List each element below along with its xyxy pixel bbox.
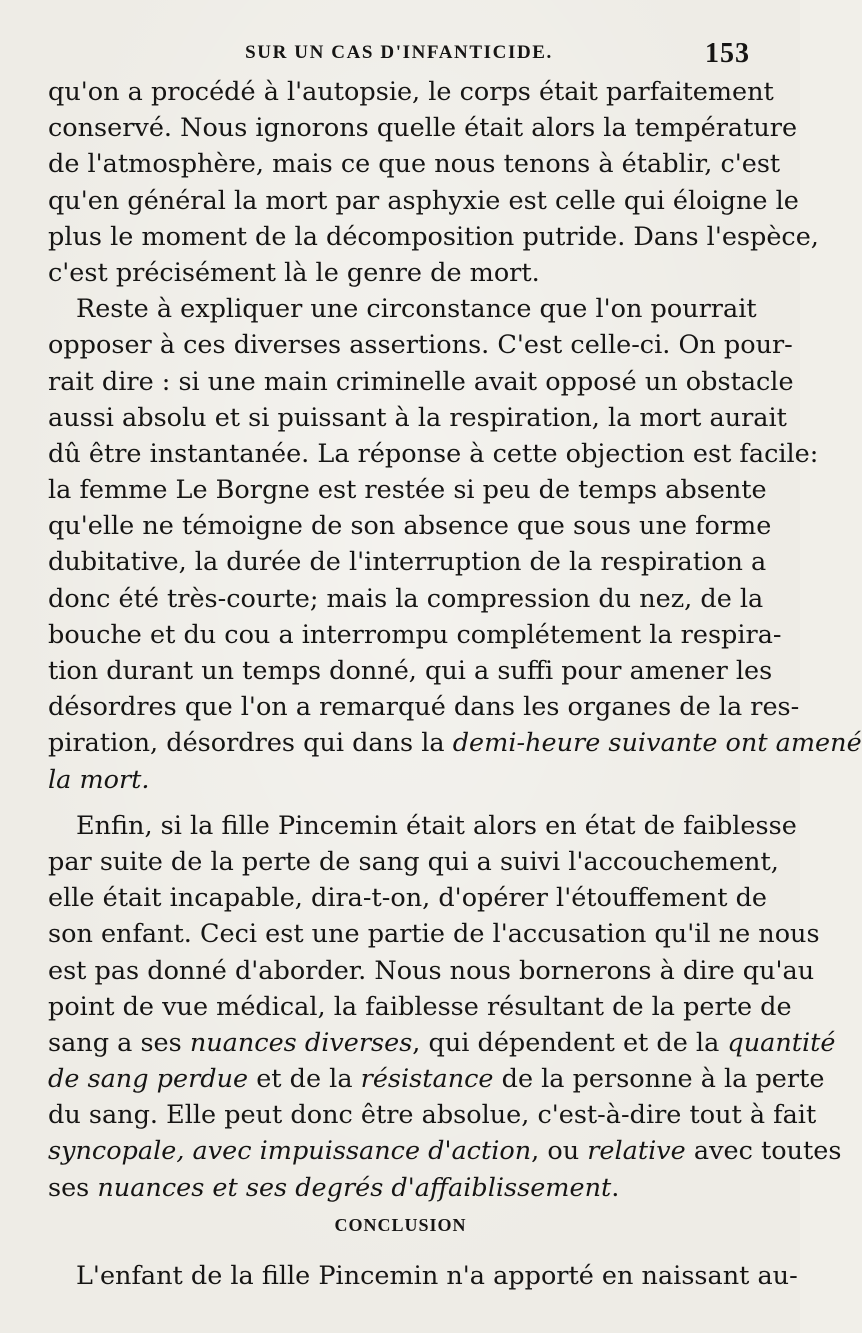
text-line: Enfin, si la fille Pincemin était alors en état de faiblesse bbox=[76, 810, 797, 841]
text-italic: demi-heure suivante ont amené bbox=[452, 728, 862, 759]
text-roman: . bbox=[611, 1172, 620, 1203]
text-line: conservé. Nous ignorons quelle était alors la température bbox=[48, 113, 798, 144]
text-line: plus le moment de la décomposition putride. Dans l'espèce, bbox=[48, 221, 819, 252]
text-roman: piration, désordres qui dans la bbox=[48, 728, 453, 759]
text-roman: de la personne à la perte bbox=[493, 1064, 825, 1095]
text-line: Reste à expliquer une circonstance que l'on pourrait bbox=[76, 294, 757, 325]
text-italic: syncopale, avec impuissance d'action bbox=[48, 1136, 532, 1167]
text-line: est pas donné d'aborder. Nous nous bornerons à dire qu'au bbox=[48, 955, 815, 986]
text-roman: et de la bbox=[248, 1064, 361, 1095]
text-line: dû être instantanée. La réponse à cette objection est facile: bbox=[48, 438, 819, 469]
text-line bbox=[48, 1025, 836, 1061]
text-line: qu'en général la mort par asphyxie est celle qui éloigne le bbox=[48, 185, 799, 216]
text-line: opposer à ces diverses assertions. C'est celle-ci. On pour- bbox=[48, 330, 793, 361]
paragraph-1 bbox=[48, 74, 819, 291]
text-line: par suite de la perte de sang qui a suivi l'accouchement, bbox=[48, 846, 779, 877]
text-line: la femme Le Borgne est restée si peu de temps absente bbox=[48, 475, 767, 506]
text-line: du sang. Elle peut donc être absolue, c'est-à-dire tout à fait bbox=[48, 1100, 817, 1131]
text-italic: résistance bbox=[360, 1064, 494, 1095]
text-line: elle était incapable, dira-t-on, d'opérer l'étouffement de bbox=[48, 883, 767, 914]
text-line: de l'atmosphère, mais ce que nous tenons à établir, c'est bbox=[48, 149, 781, 180]
page-header bbox=[48, 38, 750, 68]
text-line bbox=[48, 1133, 842, 1169]
conclusion-paragraph bbox=[48, 1258, 798, 1294]
text-roman: ses bbox=[48, 1172, 98, 1203]
text-line: tion durant un temps donné, qui a suffi pour amener les bbox=[48, 656, 773, 686]
text-italic: nuances diverses bbox=[189, 1027, 413, 1058]
text-italic: de sang perdue bbox=[48, 1064, 249, 1095]
text-line: qu'on a procédé à l'autopsie, le corps était parfaitement bbox=[48, 77, 774, 107]
text-italic: relative bbox=[587, 1136, 686, 1167]
text-line: c'est précisément là le genre de mort. bbox=[48, 257, 540, 288]
text-italic: quantité bbox=[727, 1027, 836, 1058]
running-head: SUR UN CAS D'INFANTICIDE. bbox=[245, 42, 553, 63]
section-heading-conclusion: CONCLUSION bbox=[334, 1215, 467, 1235]
text-roman: avec toutes bbox=[685, 1136, 842, 1167]
page-number: 153 bbox=[705, 38, 750, 69]
text-line: donc été très-courte; mais la compression du nez, de la bbox=[48, 583, 764, 614]
text-line bbox=[48, 1061, 825, 1097]
text-roman: , qui dépendent et de la bbox=[412, 1027, 728, 1058]
body-text bbox=[48, 74, 862, 1206]
text-roman: sang a ses bbox=[48, 1027, 190, 1058]
text-line: dubitative, la durée de l'interruption de la respiration a bbox=[48, 547, 767, 578]
text-line: L'enfant de la fille Pincemin n'a apporté en naissant au- bbox=[76, 1261, 798, 1291]
paragraph-2 bbox=[48, 291, 862, 798]
text-line: désordres que l'on a remarqué dans les organes de la res- bbox=[48, 692, 800, 723]
text-italic: la mort. bbox=[48, 764, 150, 795]
text-line: aussi absolu et si puissant à la respiration, la mort aurait bbox=[48, 402, 787, 433]
paragraph-3 bbox=[48, 808, 842, 1206]
text-line: point de vue médical, la faiblesse résultant de la perte de bbox=[48, 991, 792, 1022]
text-line: bouche et du cou a interrompu complétement la respira- bbox=[48, 619, 782, 650]
text-line: qu'elle ne témoigne de son absence que sous une forme bbox=[48, 511, 772, 542]
text-italic: nuances et ses degrés d'affaiblissement bbox=[97, 1172, 612, 1203]
text-line: son enfant. Ceci est une partie de l'accusation qu'il ne nous bbox=[48, 919, 820, 950]
text-line bbox=[48, 1170, 753, 1206]
text-line bbox=[48, 725, 862, 761]
text-roman: , ou bbox=[531, 1136, 588, 1167]
text-line bbox=[48, 762, 753, 798]
text-line: rait dire : si une main criminelle avait opposé un obstacle bbox=[48, 366, 794, 397]
